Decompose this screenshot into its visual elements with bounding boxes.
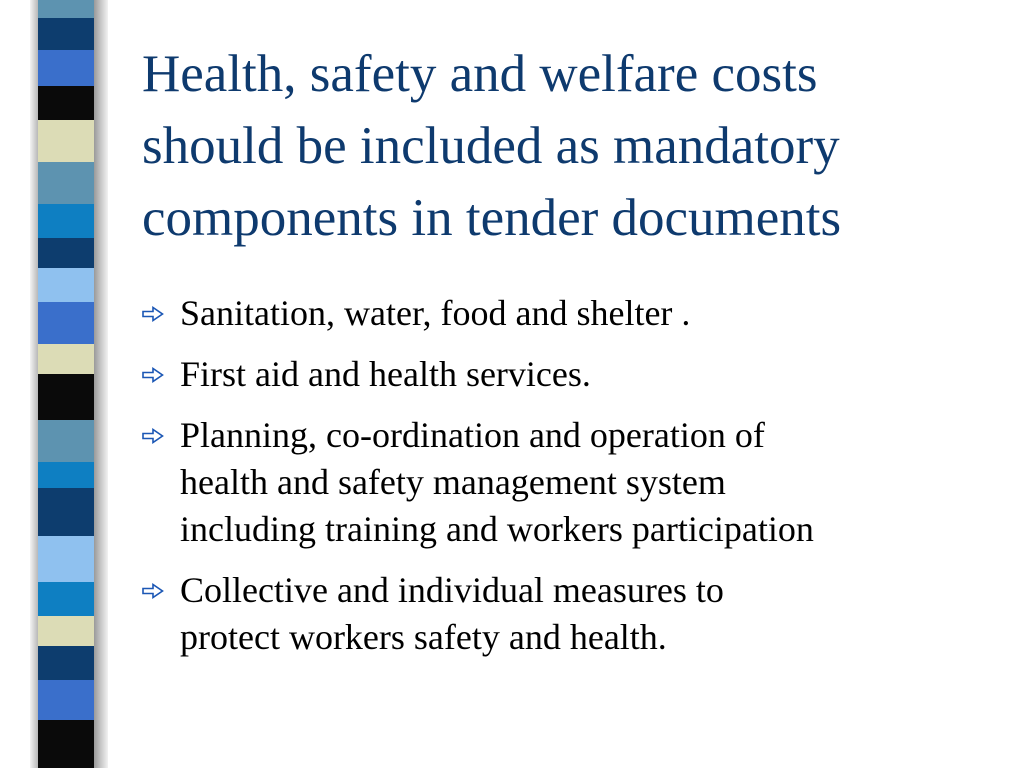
- strip-block: [38, 120, 94, 162]
- strip-block: [38, 162, 94, 204]
- title-line: components in tender documents: [142, 189, 842, 247]
- strip-block: [38, 462, 94, 488]
- strip-block: [38, 616, 94, 646]
- strip-block: [38, 680, 94, 720]
- strip-shadow-left: [30, 0, 38, 768]
- bullet-text: First aid and health services.: [180, 354, 591, 394]
- title-line: Health, safety and welfare costs: [142, 45, 818, 103]
- strip-block: [38, 536, 94, 582]
- strip-block: [38, 204, 94, 238]
- arrow-right-outline-icon: [142, 428, 164, 444]
- bullet-list: [142, 290, 1002, 675]
- strip-block: [38, 720, 94, 768]
- strip-block: [38, 268, 94, 302]
- strip-block: [38, 374, 94, 420]
- bullet-text: health and safety management system: [180, 462, 726, 502]
- bullet-text: including training and workers participation: [180, 509, 814, 549]
- arrow-right-outline-icon: [142, 367, 164, 383]
- arrow-right-outline-icon: [142, 306, 164, 322]
- strip-block: [38, 582, 94, 616]
- strip-block: [38, 86, 94, 120]
- bullet-text: Collective and individual measures to: [180, 570, 724, 610]
- strip-block: [38, 646, 94, 680]
- strip-block: [38, 344, 94, 374]
- strip-block: [38, 302, 94, 344]
- bullet-item: [142, 412, 1002, 553]
- bullet-text: Planning, co-ordination and operation of: [180, 415, 765, 455]
- bullet-item: [142, 290, 1002, 337]
- slide-title: [142, 38, 1002, 254]
- strip-block: [38, 238, 94, 268]
- bullet-item: [142, 351, 1002, 398]
- arrow-right-outline-icon: [142, 583, 164, 599]
- strip-block: [38, 50, 94, 86]
- title-line: should be included as mandatory: [142, 117, 840, 175]
- strip-block: [38, 488, 94, 536]
- bullet-item: [142, 567, 1002, 661]
- strip-block: [38, 0, 94, 18]
- decorative-color-strip: [38, 0, 94, 768]
- strip-block: [38, 420, 94, 462]
- strip-block: [38, 18, 94, 50]
- strip-shadow-right: [94, 0, 108, 768]
- bullet-text: protect workers safety and health.: [180, 617, 667, 657]
- bullet-text: Sanitation, water, food and shelter .: [180, 293, 691, 333]
